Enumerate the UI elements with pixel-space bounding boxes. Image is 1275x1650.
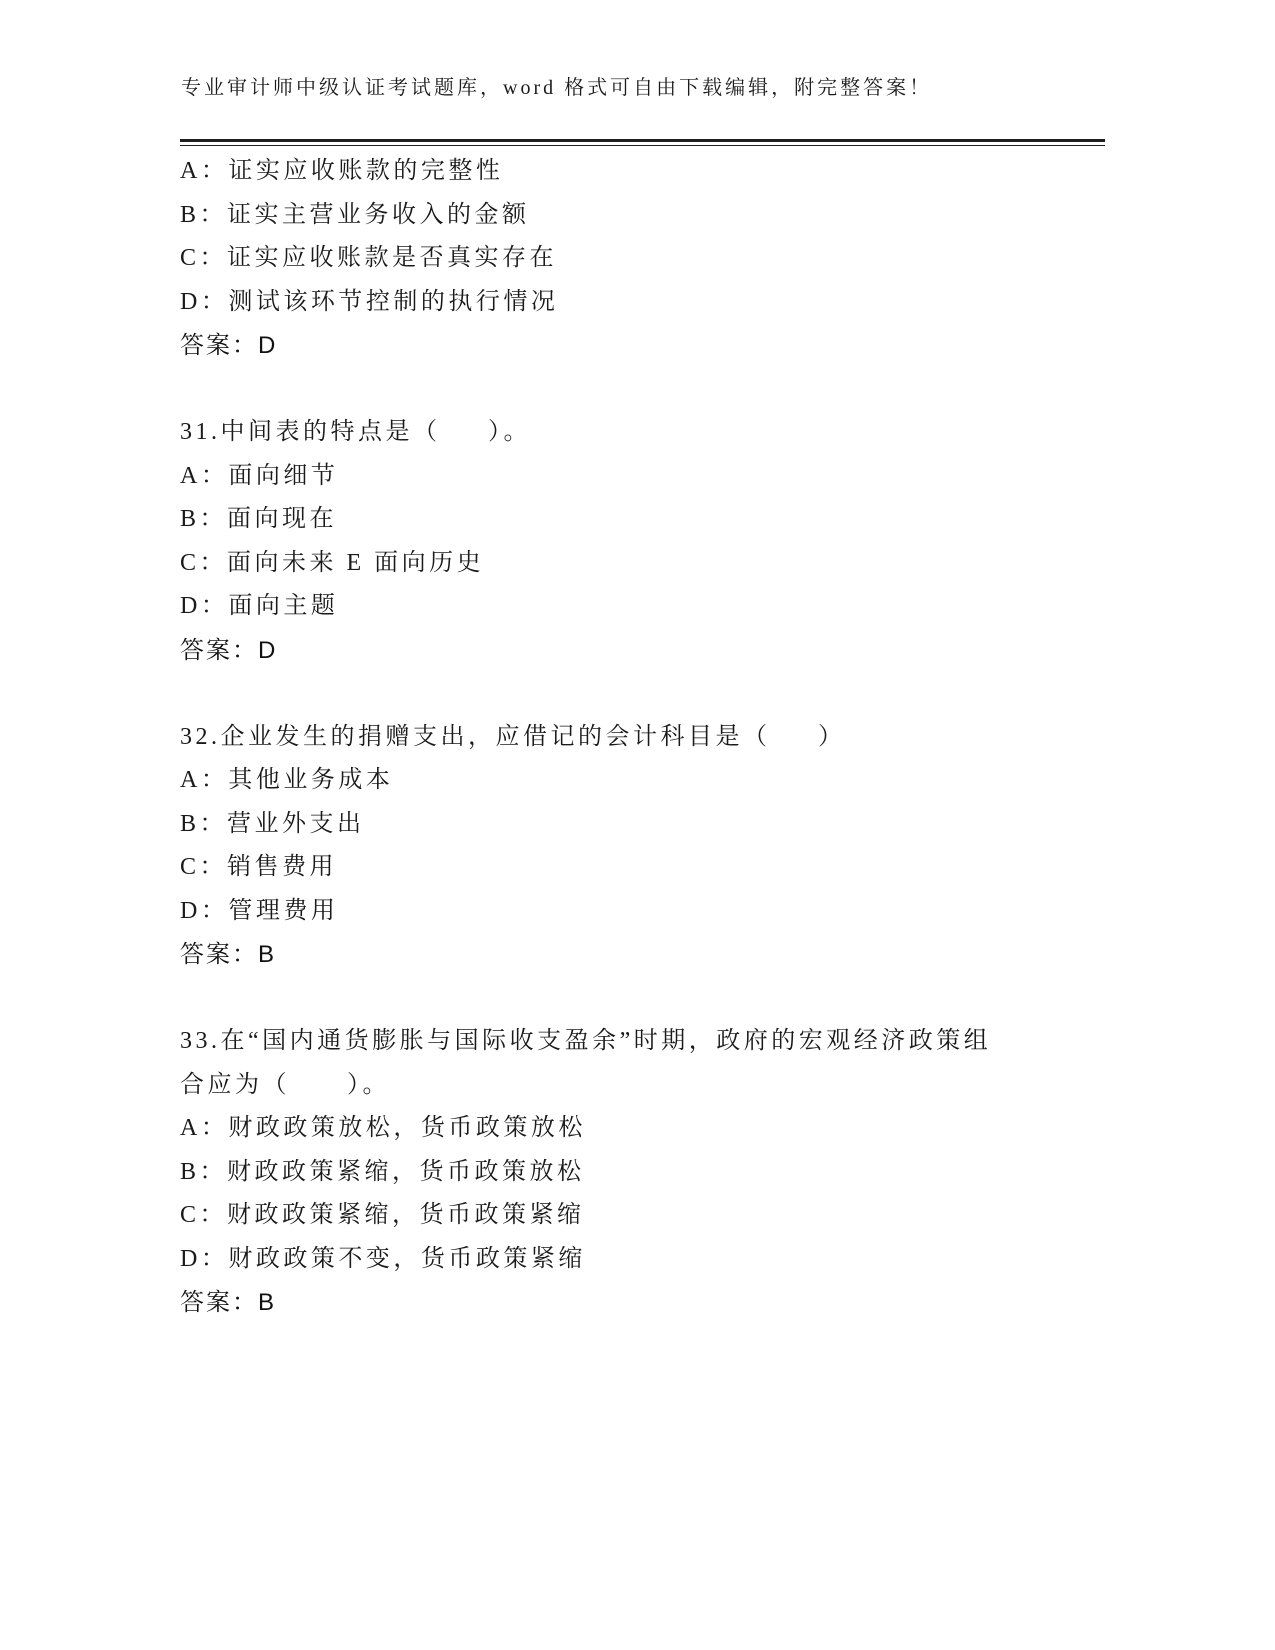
option-a: A：财政政策放松，货币政策放松	[180, 1115, 586, 1141]
block-gap	[180, 672, 1180, 716]
option-d: D：管理费用	[180, 897, 339, 924]
option-a: A：证实应收账款的完整性	[180, 158, 504, 184]
answer-line: 答案：D	[180, 636, 278, 664]
option-b: B：营业外支出	[180, 810, 365, 837]
answer-line: 答案：D	[180, 332, 278, 359]
option-b: B：面向现在	[180, 506, 338, 532]
option-c: C：证实应收账款是否真实存在	[180, 245, 558, 271]
option-a: A：其他业务成本	[180, 767, 394, 793]
option-d: D：财政政策不变，货币政策紧缩	[180, 1245, 586, 1272]
option-d: D：测试该环节控制的执行情况	[180, 288, 559, 315]
question-list	[180, 150, 1180, 1325]
question-text-continued: 合应为（ ）。	[180, 1071, 390, 1098]
option-a: A：面向细节	[180, 462, 339, 489]
question-text: 33.在“国内通货膨胀与国际收支盈余”时期，政府的宏观经济政策组	[180, 1028, 992, 1054]
block-gap	[180, 977, 1180, 1021]
question-block	[180, 150, 1180, 368]
option-b: B：财政政策紧缩，货币政策放松	[180, 1158, 585, 1185]
block-gap	[180, 368, 1180, 412]
option-c: C：财政政策紧缩，货币政策紧缩	[180, 1202, 585, 1228]
option-b: B：证实主营业务收入的金额	[180, 201, 530, 228]
answer-line: 答案：B	[180, 941, 277, 968]
question-text: 31.中间表的特点是（ ）。	[180, 419, 531, 445]
question-block	[180, 411, 1180, 672]
option-d: D：面向主题	[180, 593, 339, 619]
page-header-text: 专业审计师中级认证考试题库，word 格式可自由下载编辑，附完整答案！	[181, 77, 933, 99]
question-block	[180, 1020, 1180, 1325]
header-double-rule	[180, 139, 1105, 146]
option-c: C：销售费用	[180, 854, 338, 880]
option-c: C：面向未来 E 面向历史	[180, 549, 485, 576]
answer-line: 答案：B	[180, 1289, 277, 1316]
question-text: 32.企业发生的捐赠支出，应借记的会计科目是（ ）	[180, 723, 846, 750]
question-block	[180, 716, 1180, 977]
